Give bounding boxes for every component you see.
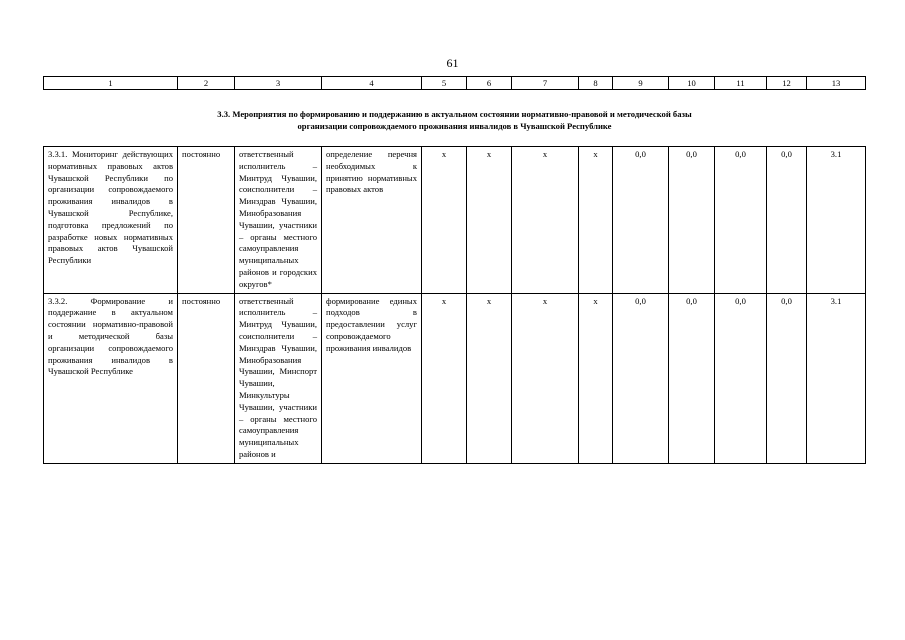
value-cell: х xyxy=(579,147,613,294)
executor-cell: ответственный исполнитель – Минтруд Чувашии, соисполнители – Минздрав Чувашии, Минобразования Чувашии, Минспорт Чувашии, Минкультуры Чувашии, участники – органы местного самоуправления муниципальных районов и xyxy=(235,293,322,463)
value-cell: 0,0 xyxy=(767,147,807,294)
table-row xyxy=(44,147,866,294)
value-cell: х xyxy=(512,147,579,294)
column-number: 5 xyxy=(422,77,467,90)
column-number: 11 xyxy=(715,77,767,90)
measure-name: 3.3.1. Мониторинг действующих нормативных правовых актов Чувашской Республики по организации сопровождаемого проживания инвалидов в Чувашской Республике, подготовка предложений по разработке новых нормативных правовых актов Чувашской Республики xyxy=(44,147,178,294)
column-number: 4 xyxy=(322,77,422,90)
column-number: 8 xyxy=(579,77,613,90)
value-cell: х xyxy=(422,147,467,294)
value-cell: х xyxy=(467,147,512,294)
section-heading-row xyxy=(44,90,866,147)
column-number: 13 xyxy=(807,77,866,90)
column-number: 9 xyxy=(613,77,669,90)
value-cell: 0,0 xyxy=(613,293,669,463)
term-cell: постоянно xyxy=(178,293,235,463)
column-number: 2 xyxy=(178,77,235,90)
value-cell: 0,0 xyxy=(715,147,767,294)
column-number: 7 xyxy=(512,77,579,90)
table-row xyxy=(44,293,866,463)
column-number: 1 xyxy=(44,77,178,90)
column-number-row xyxy=(44,77,866,90)
section-title-line1: 3.3. Мероприятия по формированию и поддержанию в актуальном состоянии нормативно-правовой и методической базы xyxy=(217,109,692,119)
value-cell: 3.1 xyxy=(807,293,866,463)
executor-cell: ответственный исполнитель – Минтруд Чувашии, соисполнители – Минздрав Чувашии, Минобразования Чувашии, участники – органы местного самоуправления муниципальных районов и городских округов* xyxy=(235,147,322,294)
value-cell: 0,0 xyxy=(715,293,767,463)
column-number: 3 xyxy=(235,77,322,90)
column-number: 12 xyxy=(767,77,807,90)
section-title-line2: организации сопровождаемого проживания инвалидов в Чувашской Республике xyxy=(297,121,612,131)
program-table xyxy=(43,76,866,464)
page-number: 61 xyxy=(446,56,459,70)
value-cell: х xyxy=(579,293,613,463)
column-number: 10 xyxy=(669,77,715,90)
value-cell: 3.1 xyxy=(807,147,866,294)
value-cell: 0,0 xyxy=(669,293,715,463)
column-number: 6 xyxy=(467,77,512,90)
section-heading xyxy=(44,90,866,147)
value-cell: х xyxy=(467,293,512,463)
result-cell: определение перечня необходимых к принятию нормативных правовых актов xyxy=(322,147,422,294)
value-cell: 0,0 xyxy=(613,147,669,294)
value-cell: х xyxy=(512,293,579,463)
result-cell: формирование единых подходов в предоставлении услуг сопровождаемого проживания инвалидов xyxy=(322,293,422,463)
value-cell: х xyxy=(422,293,467,463)
measure-name: 3.3.2. Формирование и поддержание в актуальном состоянии нормативно-правовой и методической базы организации сопровождаемого проживания инвалидов в Чувашской Республике xyxy=(44,293,178,463)
value-cell: 0,0 xyxy=(669,147,715,294)
value-cell: 0,0 xyxy=(767,293,807,463)
term-cell: постоянно xyxy=(178,147,235,294)
